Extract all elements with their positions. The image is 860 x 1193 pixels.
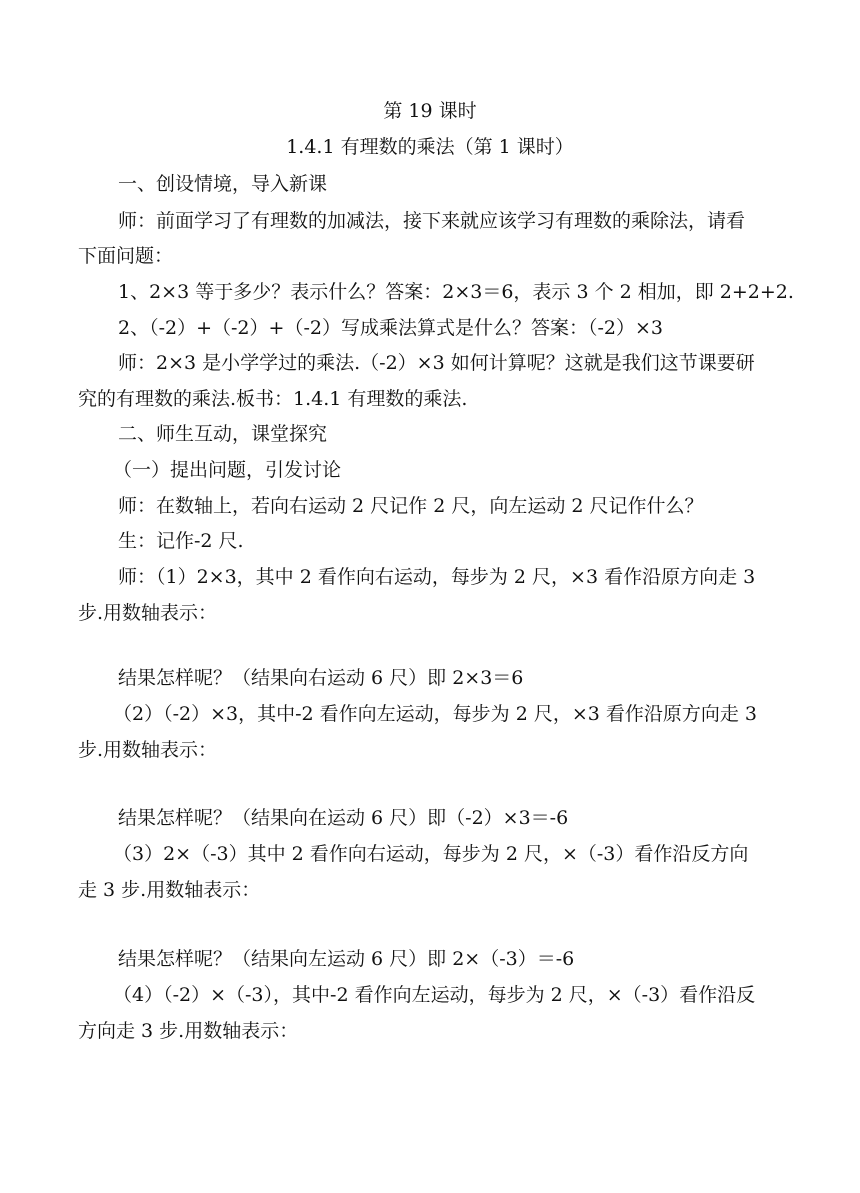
- paragraph-line: 究的有理数的乘法.板书：1.4.1 有理数的乘法.: [78, 388, 468, 410]
- paragraph-line: 步.用数轴表示：: [78, 739, 218, 761]
- paragraph-line: 走 3 步.用数轴表示：: [78, 879, 261, 901]
- paragraph-line: 方向走 3 步.用数轴表示：: [78, 1020, 299, 1042]
- paragraph-line: 结果怎样呢？（结果向右运动 6 尺）即 2×3＝6: [118, 667, 524, 689]
- paragraph-line: 师：（1）2×3，其中 2 看作向右运动，每步为 2 尺，×3 看作沿原方向走 3: [118, 566, 756, 588]
- paragraph-line: 师：前面学习了有理数的加减法，接下来就应该学习有理数的乘除法，请看: [118, 210, 746, 232]
- paragraph-line: 下面问题：: [78, 245, 174, 267]
- paragraph-line: 师：2×3 是小学学过的乘法.（-2）×3 如何计算呢？这就是我们这节课要研: [118, 352, 755, 374]
- paragraph-line: 结果怎样呢？（结果向左运动 6 尺）即 2×（-3）＝-6: [118, 948, 575, 970]
- section-heading-2: 二、师生互动，课堂探究: [118, 423, 328, 445]
- subsection-heading: （一）提出问题，引发讨论: [113, 459, 342, 481]
- lesson-number-title: 第 19 课时: [383, 100, 477, 122]
- paragraph-line: 生：记作-2 尺.: [118, 530, 244, 552]
- paragraph-line: 2、（-2）+（-2）+（-2）写成乘法算式是什么？答案：（-2）×3: [118, 317, 663, 339]
- section-heading-1: 一、创设情境，导入新课: [118, 173, 328, 195]
- paragraph-line: （2）（-2）×3，其中-2 看作向左运动，每步为 2 尺，×3 看作沿原方向走 3: [113, 703, 757, 725]
- paragraph-line: （3）2×（-3）其中 2 看作向右运动，每步为 2 尺，×（-3）看作沿反方向: [113, 843, 749, 865]
- paragraph-line: （4）（-2）×（-3），其中-2 看作向左运动，每步为 2 尺，×（-3）看作沿反: [113, 984, 756, 1006]
- lesson-subtitle: 1.4.1 有理数的乘法（第 1 课时）: [286, 136, 574, 158]
- paragraph-line: 1、2×3 等于多少？表示什么？答案：2×3＝6，表示 3 个 2 相加，即 2+2+2.: [118, 281, 794, 303]
- paragraph-line: 师：在数轴上，若向右运动 2 尺记作 2 尺，向左运动 2 尺记作什么？: [118, 495, 704, 517]
- paragraph-line: 步.用数轴表示：: [78, 602, 218, 624]
- paragraph-line: 结果怎样呢？（结果向在运动 6 尺）即（-2）×3＝-6: [118, 807, 569, 829]
